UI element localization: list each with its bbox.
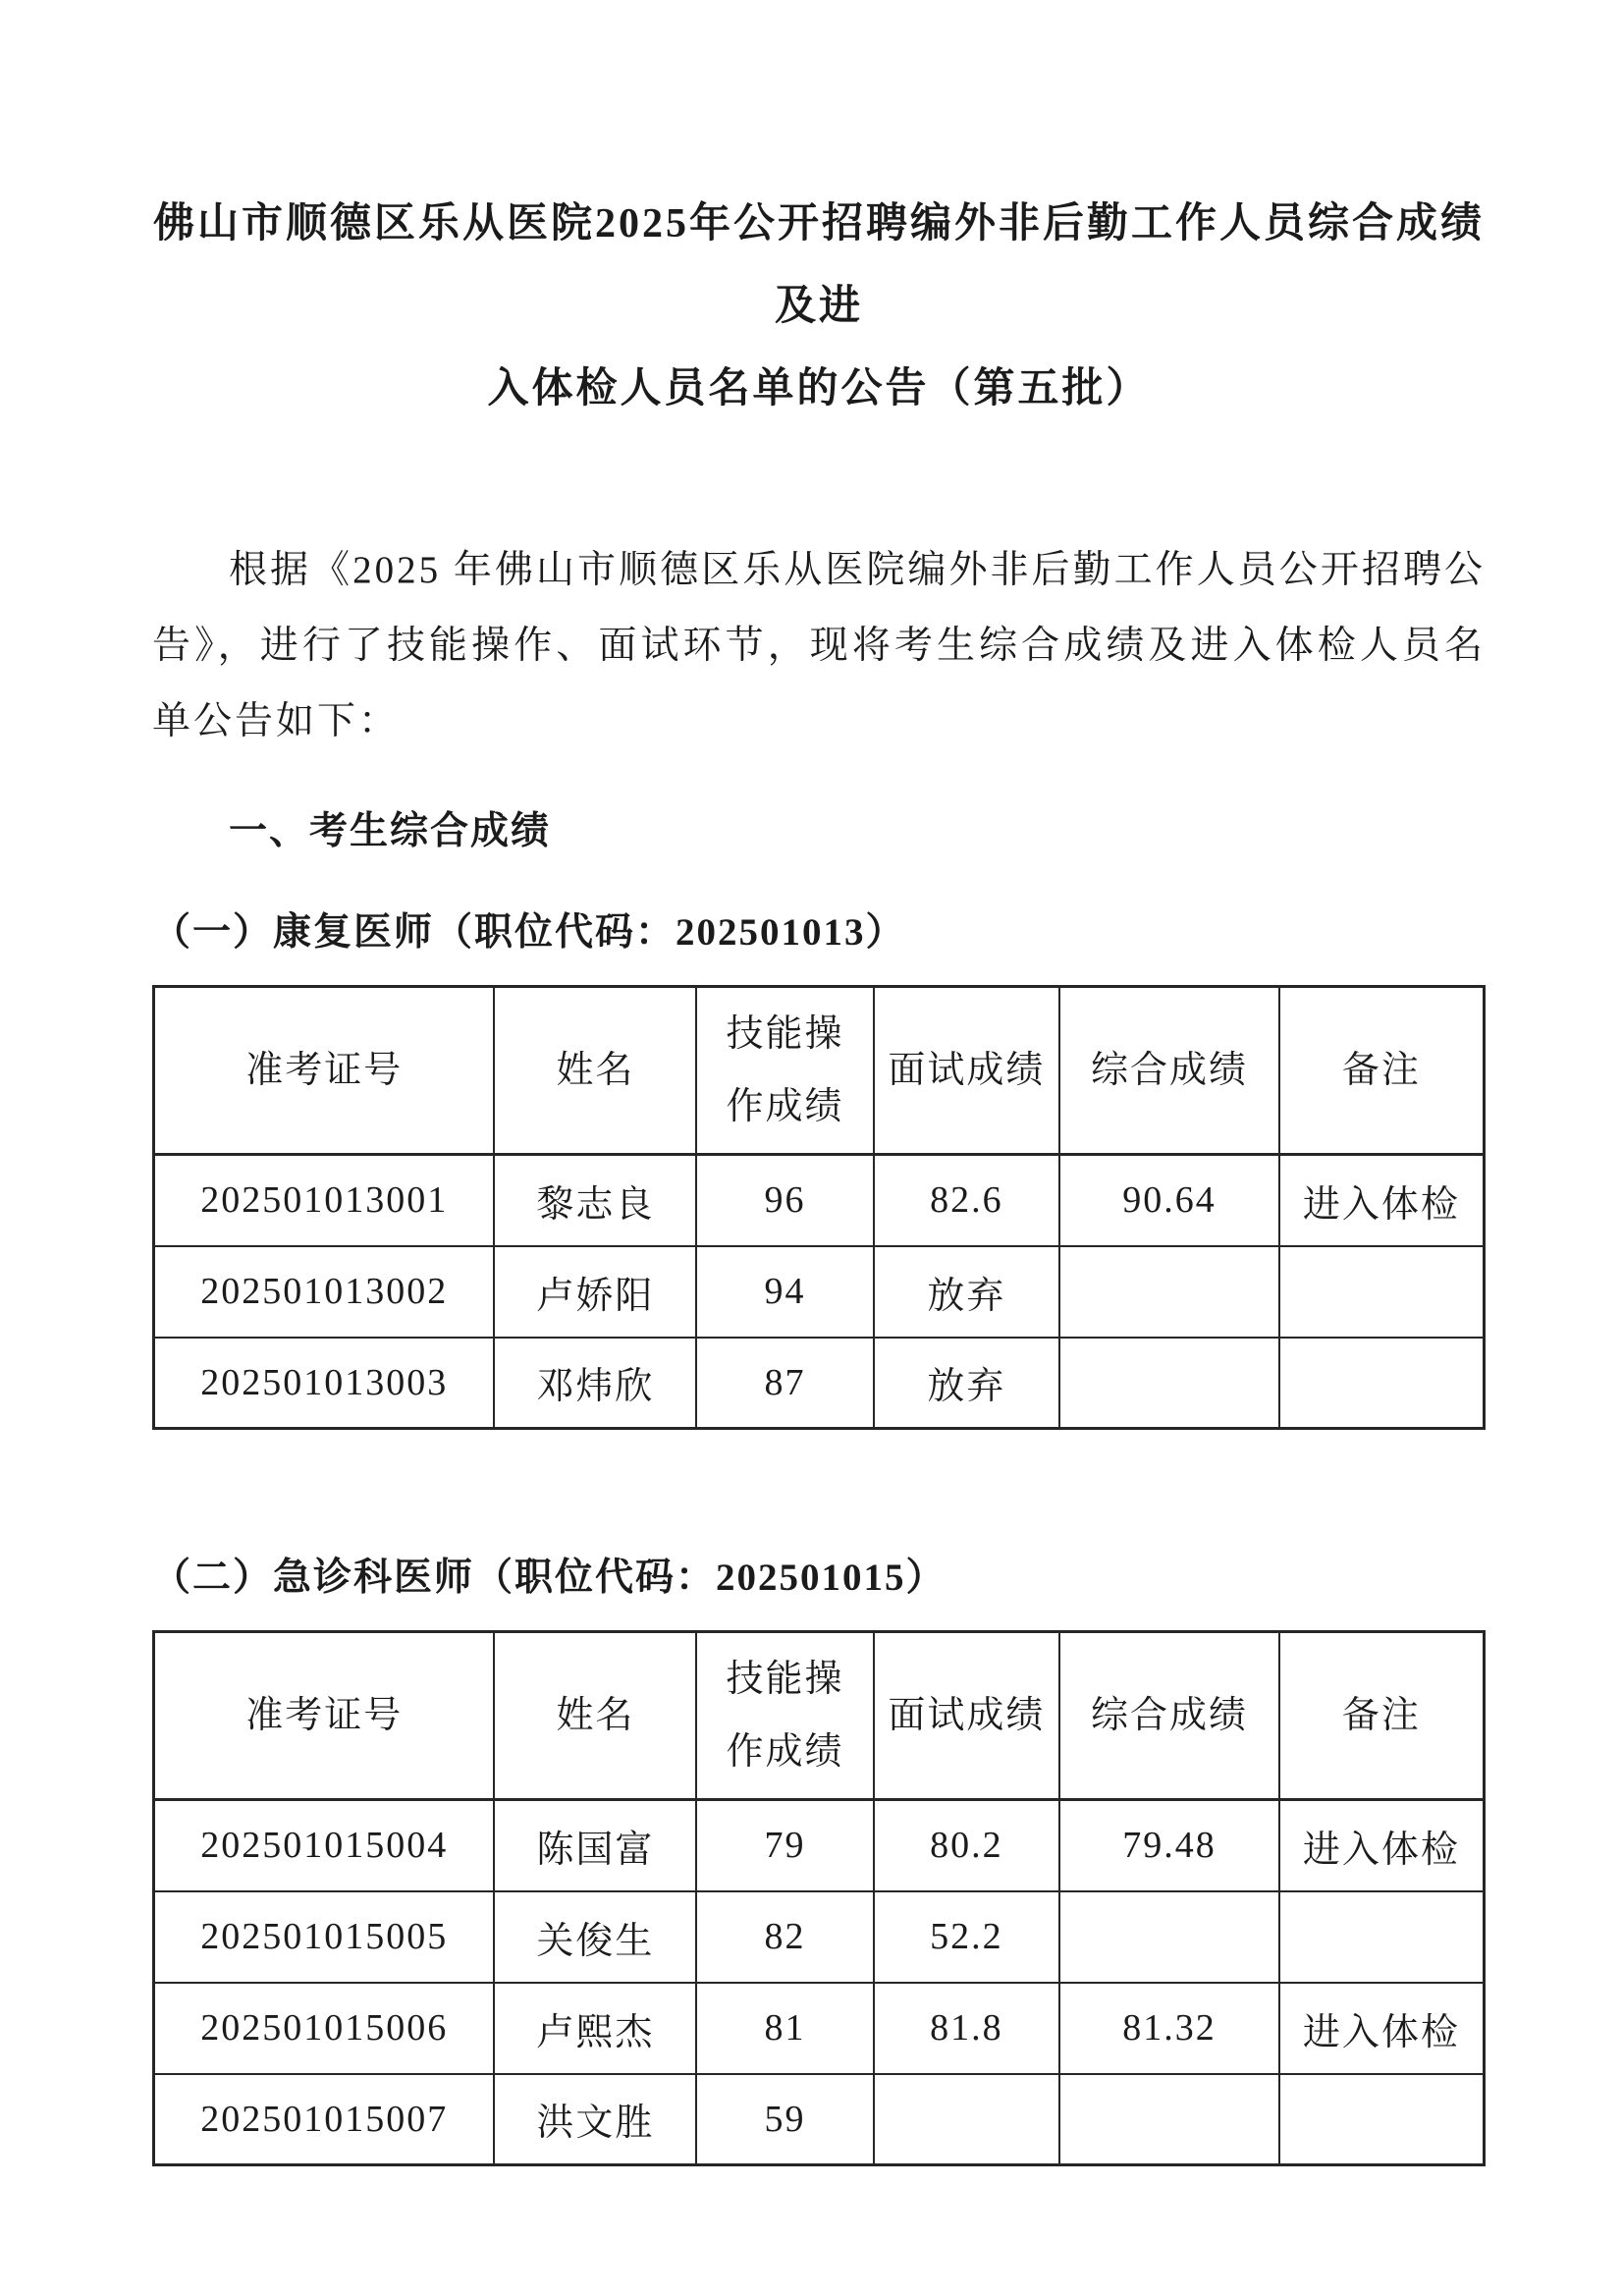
column-header: 面试成绩 (874, 987, 1060, 1155)
table-cell: 87 (696, 1338, 873, 1429)
column-header: 技能操作成绩 (696, 1632, 873, 1800)
table-cell: 进入体检 (1279, 1800, 1485, 1891)
column-header: 技能操作成绩 (696, 987, 873, 1155)
table-cell (1059, 1246, 1279, 1338)
table-cell: 202501013003 (154, 1338, 495, 1429)
subsection-2-heading: （二）急诊科医师（职位代码：202501015） (152, 1557, 947, 1599)
table-body (154, 1800, 1485, 2165)
column-header: 姓名 (494, 987, 696, 1155)
table-row (154, 1983, 1485, 2074)
table-row (154, 1800, 1485, 1891)
table-cell: 进入体检 (1279, 1155, 1485, 1246)
table-cell (1279, 1891, 1485, 1983)
table-row (154, 2074, 1485, 2165)
table-cell: 79.48 (1059, 1800, 1279, 1891)
table-cell: 81.8 (874, 1983, 1060, 2074)
table-cell: 洪文胜 (494, 2074, 696, 2165)
table-cell: 陈国富 (494, 1800, 696, 1891)
table-header-row (154, 987, 1485, 1155)
table-row (154, 1246, 1485, 1338)
table-cell (1279, 1246, 1485, 1338)
table-row (154, 1155, 1485, 1246)
rehab-physician-score-table (152, 985, 1486, 1430)
table-cell (1059, 2074, 1279, 2165)
column-header: 准考证号 (154, 1632, 495, 1800)
table-cell: 202501013001 (154, 1155, 495, 1246)
table-cell: 59 (696, 2074, 873, 2165)
table-cell (1059, 1338, 1279, 1429)
table-cell (1279, 1338, 1485, 1429)
intro-paragraph: 根据《2025 年佛山市顺德区乐从医院编外非后勤工作人员公开招聘公告》，进行了技能操作、面试环节，现将考生综合成绩及进入体检人员名单公告如下： (152, 549, 1486, 742)
table-cell: 94 (696, 1246, 873, 1338)
column-header: 备注 (1279, 987, 1485, 1155)
page-title (152, 183, 1486, 430)
page-title-line1: 佛山市顺德区乐从医院2025年公开招聘编外非后勤工作人员综合成绩及进 (152, 201, 1485, 329)
table-cell (874, 2074, 1060, 2165)
table-cell: 进入体检 (1279, 1983, 1485, 2074)
table-cell: 80.2 (874, 1800, 1060, 1891)
table-cell: 52.2 (874, 1891, 1060, 1983)
emergency-physician-score-table (152, 1630, 1486, 2166)
page-title-line2: 入体检人员名单的公告（第五批） (487, 366, 1151, 411)
table-header (154, 1632, 1485, 1800)
table-cell: 90.64 (1059, 1155, 1279, 1246)
table-cell: 卢娇阳 (494, 1246, 696, 1338)
table-cell: 放弃 (874, 1338, 1060, 1429)
column-header: 综合成绩 (1059, 987, 1279, 1155)
table-cell: 79 (696, 1800, 873, 1891)
column-header: 姓名 (494, 1632, 696, 1800)
table-cell: 黎志良 (494, 1155, 696, 1246)
table-cell: 202501015006 (154, 1983, 495, 2074)
table-header (154, 987, 1485, 1155)
table-cell: 82.6 (874, 1155, 1060, 1246)
column-header: 面试成绩 (874, 1632, 1060, 1800)
section-1-heading: 一、考生综合成绩 (229, 810, 552, 852)
table-cell: 96 (696, 1155, 873, 1246)
table-cell: 82 (696, 1891, 873, 1983)
table-cell: 81.32 (1059, 1983, 1279, 2074)
table-row (154, 1338, 1485, 1429)
table-cell: 邓炜欣 (494, 1338, 696, 1429)
subsection-1-heading: （一）康复医师（职位代码：202501013） (152, 911, 906, 954)
column-header: 备注 (1279, 1632, 1485, 1800)
table-cell (1059, 1891, 1279, 1983)
table-cell: 202501015005 (154, 1891, 495, 1983)
table-row (154, 1891, 1485, 1983)
table-cell: 卢熙杰 (494, 1983, 696, 2074)
table-cell: 202501015004 (154, 1800, 495, 1891)
table-header-row (154, 1632, 1485, 1800)
table-cell: 放弃 (874, 1246, 1060, 1338)
column-header: 准考证号 (154, 987, 495, 1155)
table-cell: 202501015007 (154, 2074, 495, 2165)
column-header: 综合成绩 (1059, 1632, 1279, 1800)
table-cell: 关俊生 (494, 1891, 696, 1983)
table-cell (1279, 2074, 1485, 2165)
table-cell: 81 (696, 1983, 873, 2074)
table-body (154, 1155, 1485, 1429)
table-cell: 202501013002 (154, 1246, 495, 1338)
